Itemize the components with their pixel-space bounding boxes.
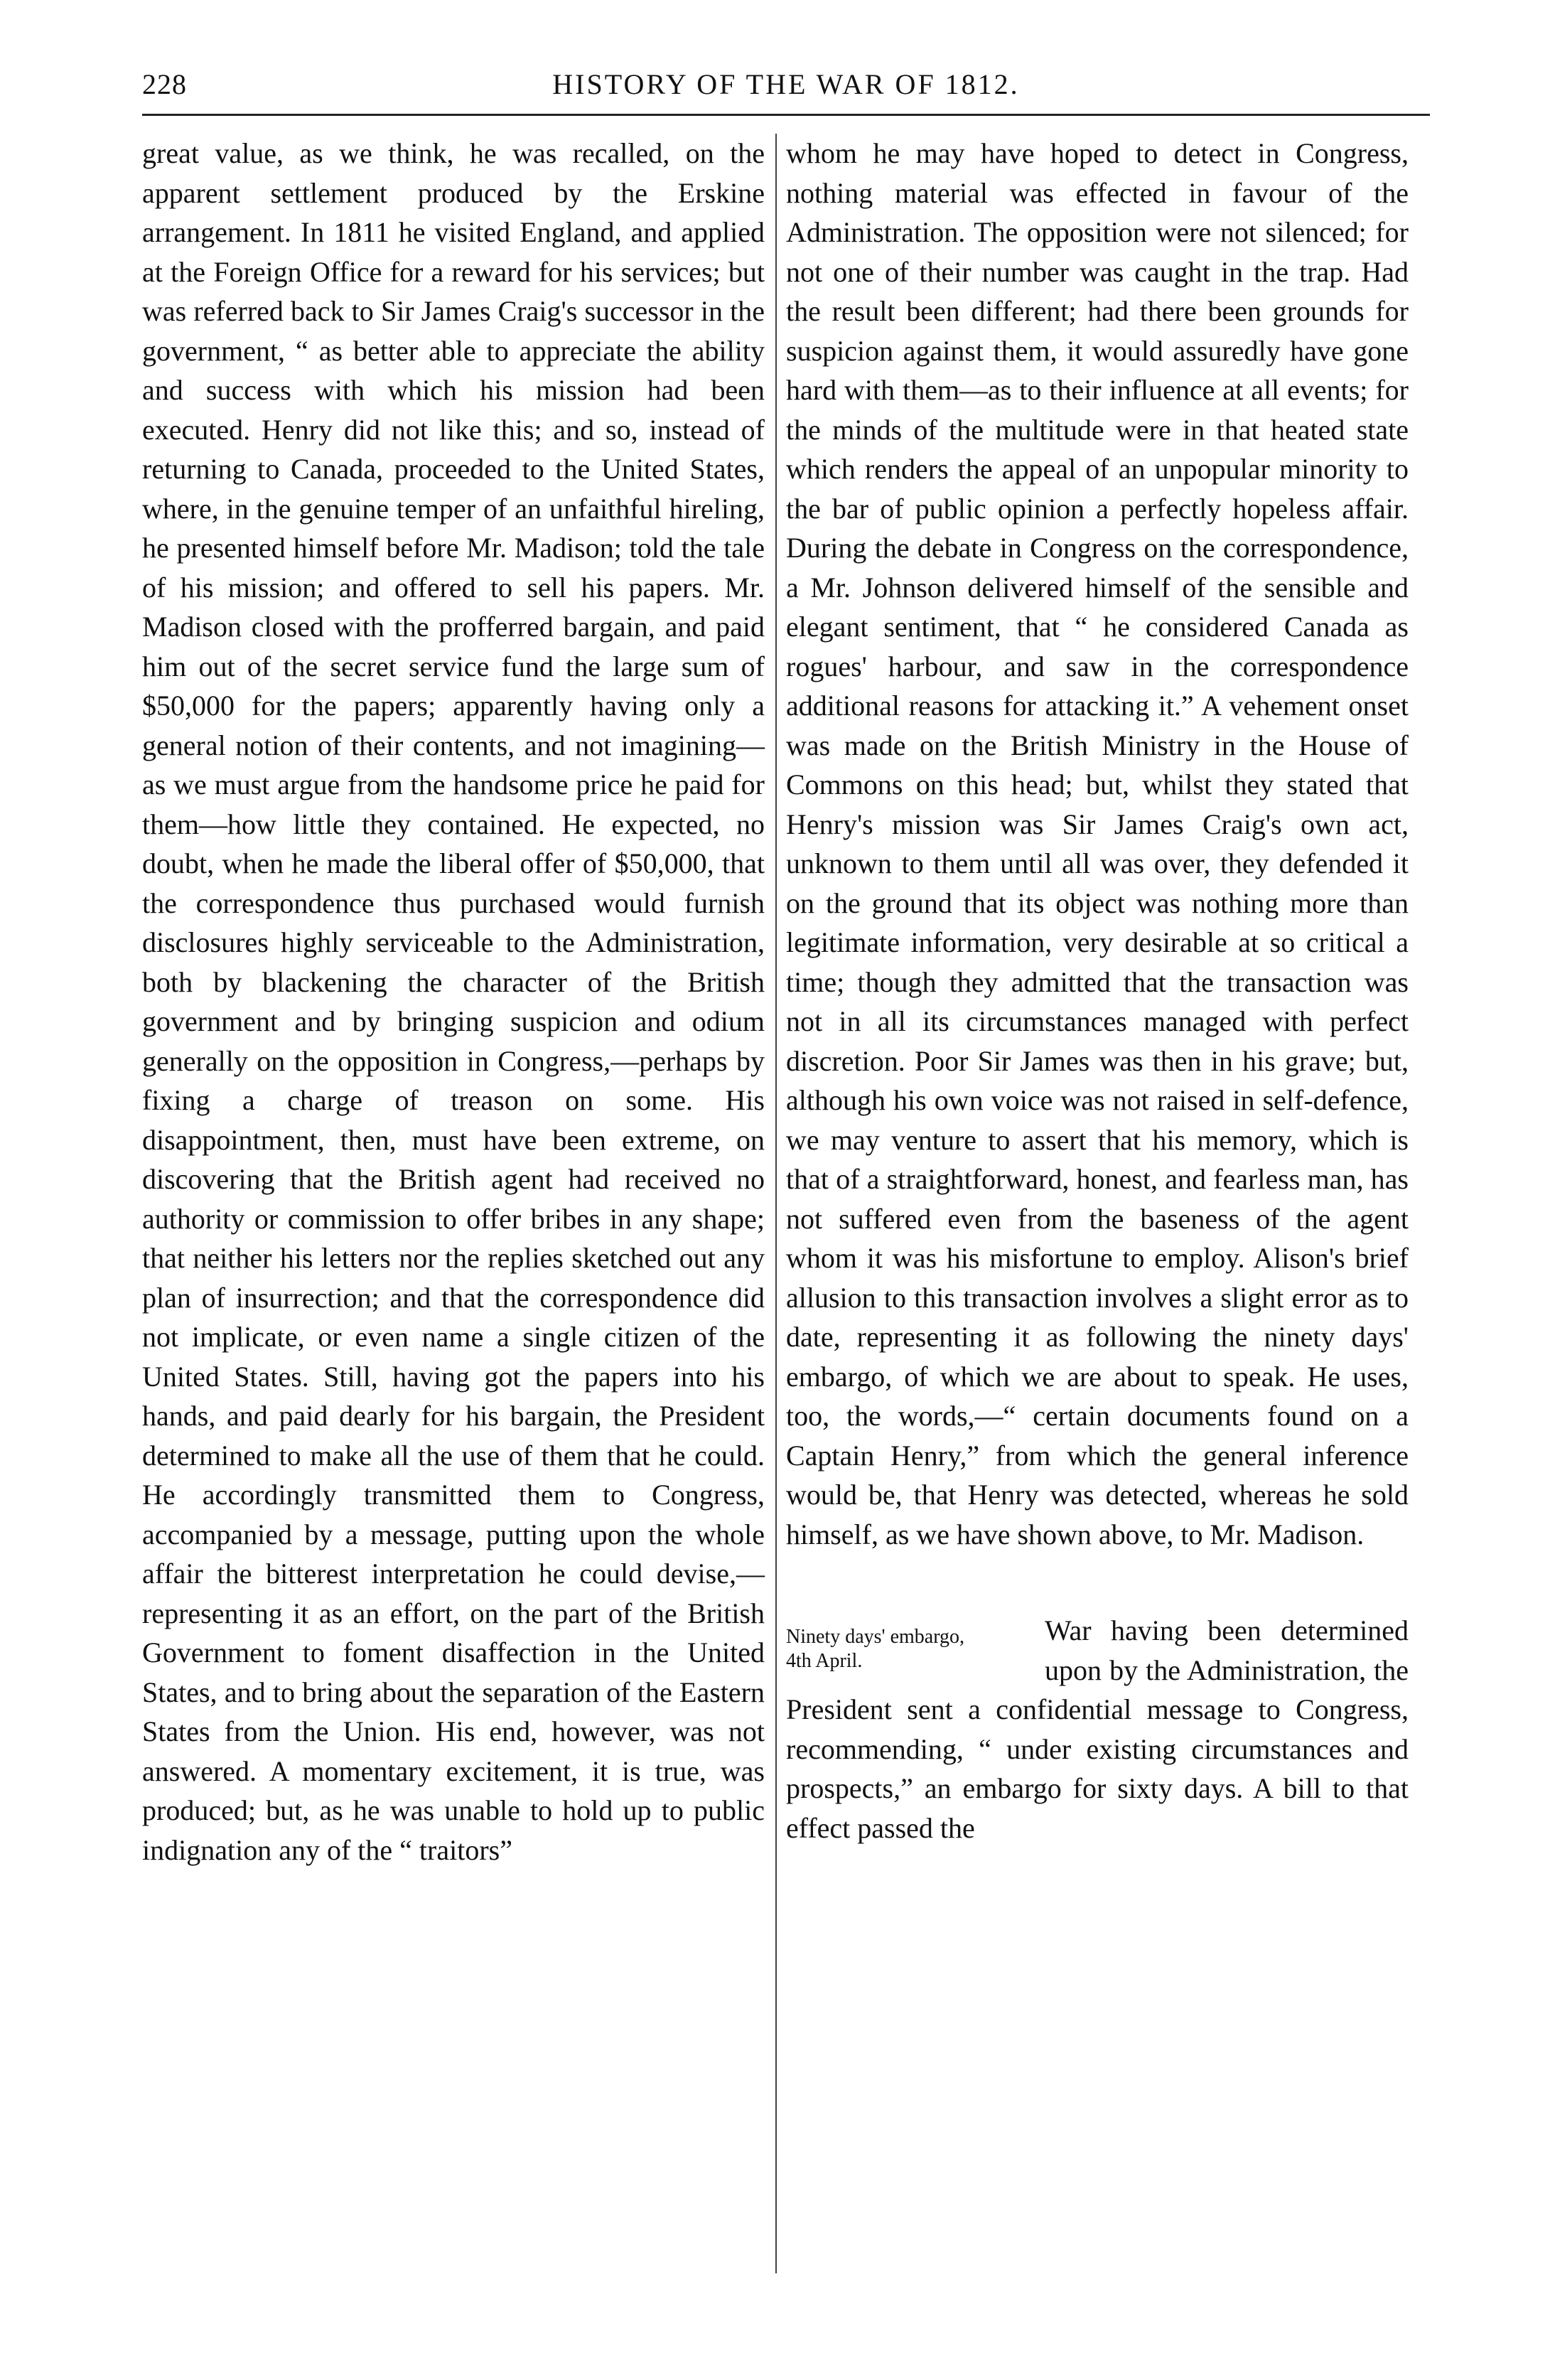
margin-note-line-2: 4th April. xyxy=(786,1650,863,1672)
embargo-paragraph: War having been determined upon by the Administration, the President sent a confidential message to Congress, recommending, “ under existing circumstances and prospects,” an embargo for sixty days. A bill to that effect passed the xyxy=(786,1614,1409,1844)
left-column-paragraph: great value, as we think, he was recalled, on the apparent settlement produced by the Erskine arrangement. In 1811 he visited England, and applied at the Foreign Office for a reward for his services; but was referred back to Sir James Craig's successor in the government, “ as better able to appreciate the ability and success with which his mission had been executed. Henry did not like this; and so, instead of returning to Canada, proceeded to the United States, where, in the genuine temper of an unfaithful hireling, he presented himself before Mr. Madison; told the tale of his mission; and offered to sell his papers. Mr. Madison closed with the profferred bargain, and paid him out of the secret service fund the large sum of $50,000 for the papers; apparently having only a general notion of their contents, and not imagining—as we must argue from the handsome price he paid for them—how little they contained. He expected, no doubt, when he made the liberal offer of $50,000, that the correspondence thus purchased would furnish disclosures highly serviceable to the Administration, both by blackening the character of the British government and by bringing suspicion and odium generally on the opposition in Congress,—perhaps by fixing a charge of treason on some. His disappointment, then, must have been extreme, on discovering that the British agent had received no authority or commission to offer bribes in any shape; that neither his letters nor the replies sketched out any plan of insurrection; and that the correspondence did not implicate, or even name a single citizen of the United States. Still, having got the papers into his hands, and paid dearly for his bargain, the President determined to make all the use of them that he could. He accordingly transmitted them to Congress, accompanied by a message, putting upon the whole affair the bitterest interpretation he could devise,—representing it as an effort, on the part of the British Government to foment disaffection in the United States, and to bring about the separation of the Eastern States from the Union. His end, however, was not answered. A momentary excitement, it is true, was produced; but, as he was unable to hold up to public indignation any of the “ traitors” xyxy=(142,137,765,1866)
running-title: HISTORY OF THE WAR OF 1812. xyxy=(552,68,1020,100)
margin-note xyxy=(786,1625,1035,1673)
embargo-section xyxy=(786,1611,1409,1848)
right-column xyxy=(786,134,1409,2280)
left-column xyxy=(142,134,765,2280)
right-column-paragraph: whom he may have hoped to detect in Congress, nothing material was effected in favour of the Administration. The opposition were not silenced; for not one of their number was caught in the trap. Had the result been different; had there been grounds for suspicion against them, it would assuredly have gone hard with them—as to their influence at all events; for the minds of the multitude were in that heated state which renders the appeal of an unpopular minority to the bar of public opinion a perfectly hopeless affair. During the debate in Congress on the correspondence, a Mr. Johnson delivered himself of the sensible and elegant sentiment, that “ he considered Canada as rogues' harbour, and saw in the correspondence additional reasons for attacking it.” A vehement onset was made on the British Ministry in the House of Commons on this head; but, whilst they stated that Henry's mission was Sir James Craig's own act, unknown to them until all was over, they defended it on the ground that its object was nothing more than legitimate information, very desirable at so critical a time; though they admitted that the transaction was not in all its circumstances managed with perfect discretion. Poor Sir James was then in his grave; but, although his own voice was not raised in self-defence, we may venture to assert that his memory, which is that of a straightforward, honest, and fearless man, has not suffered even from the baseness of the agent whom it was his misfortune to employ. Alison's brief allusion to this transaction involves a slight error as to date, representing it as following the ninety days' embargo, of which we are about to speak. He uses, too, the words,—“ certain documents found on a Captain Henry,” from which the general inference would be, that Henry was detected, whereas he sold himself, as we have shown above, to Mr. Madison. xyxy=(786,137,1409,1550)
column-divider xyxy=(775,134,777,2273)
header-rule xyxy=(142,114,1430,116)
page-header xyxy=(142,68,1430,110)
margin-note-line-1: Ninety days' embargo, xyxy=(786,1626,965,1648)
page-number: 228 xyxy=(142,68,187,100)
